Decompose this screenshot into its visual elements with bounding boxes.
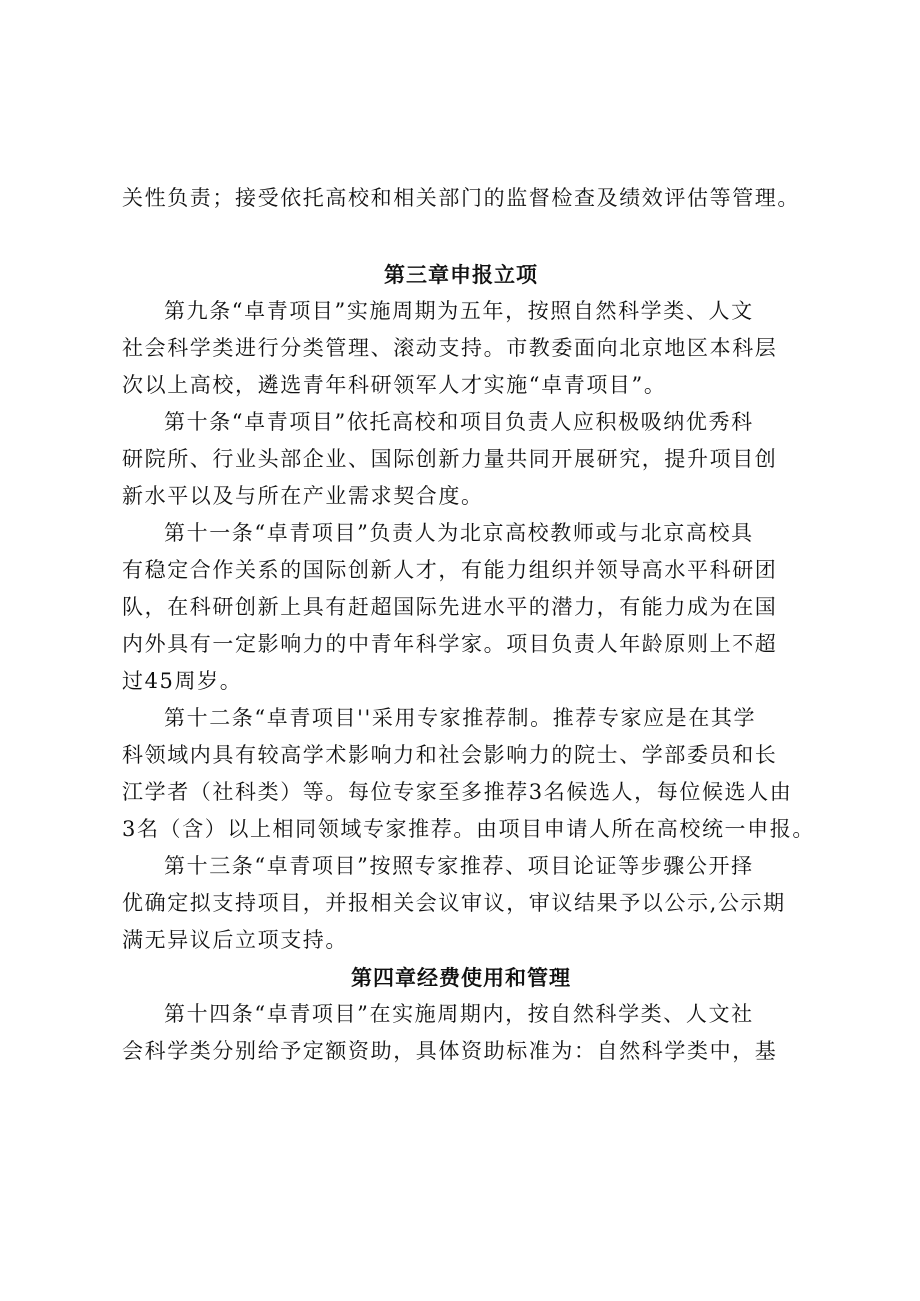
article-14 xyxy=(122,996,800,1070)
article-13 xyxy=(122,848,800,959)
article-11 xyxy=(122,515,800,700)
text-line: 第十三条“卓青项目”按照专家推荐、项目论证等步骤公开择 xyxy=(164,854,754,878)
text-line: 队，在科研创新上具有赶超国际先进水平的潜力，有能力成为在国 xyxy=(122,595,778,619)
text-line: 第十一条“卓青项目”负责人为北京高校教师或与北京高校具 xyxy=(164,521,754,545)
text-line: 第十二条“卓青项目''采用专家推荐制。推荐专家应是在其学 xyxy=(164,706,757,730)
text-line: 过45周岁。 xyxy=(122,669,243,693)
text-line: 第十四条“卓青项目”在实施周期内，按自然科学类、人文社 xyxy=(164,1002,754,1026)
article-10 xyxy=(122,404,800,515)
article-9 xyxy=(122,293,800,404)
text-line: 内外具有一定影响力的中青年科学家。项目负责人年龄原则上不超 xyxy=(122,632,778,656)
text-line: 次以上高校，遴选青年科研领军人才实施“卓青项目”。 xyxy=(122,373,667,397)
chapter-3-heading: 第三章申报立项 xyxy=(384,262,538,287)
text-line: 有稳定合作关系的国际创新人才，有能力组织并领导高水平科研团 xyxy=(122,558,778,582)
text-line: 第九条“卓青项目”实施周期为五年，按照自然科学类、人文 xyxy=(164,299,754,323)
text-line: 江学者（社科类）等。每位专家至多推荐3名候选人，每位候选人由 xyxy=(122,780,793,804)
text-line: 社会科学类进行分类管理、滚动支持。市教委面向北京地区本科层 xyxy=(122,336,778,360)
continued-line: 关性负责；接受依托高校和相关部门的监督检查及绩效评估等管理。 xyxy=(122,186,800,210)
text-line: 会科学类分别给予定额资助，具体资助标准为：自然科学类中，基 xyxy=(122,1039,778,1063)
text-line: 研院所、行业头部企业、国际创新力量共同开展研究，提升项目创 xyxy=(122,447,778,471)
text-line: 优确定拟支持项目，并报相关会议审议，审议结果予以公示,公示期 xyxy=(122,891,786,915)
text-line: 满无异议后立项支持。 xyxy=(122,928,348,952)
text-line: 第十条“卓青项目”依托高校和项目负责人应积极吸纳优秀科 xyxy=(164,410,754,434)
text-line: 科领域内具有较高学术影响力和社会影响力的院士、学部委员和长 xyxy=(122,743,778,767)
text-line: 3名（含）以上相同领域专家推荐。由项目申请人所在高校统一申报。 xyxy=(122,817,815,841)
article-12 xyxy=(122,700,815,848)
text-line: 新水平以及与所在产业需求契合度。 xyxy=(122,484,484,508)
chapter-4-heading: 第四章经费使用和管理 xyxy=(351,965,571,990)
